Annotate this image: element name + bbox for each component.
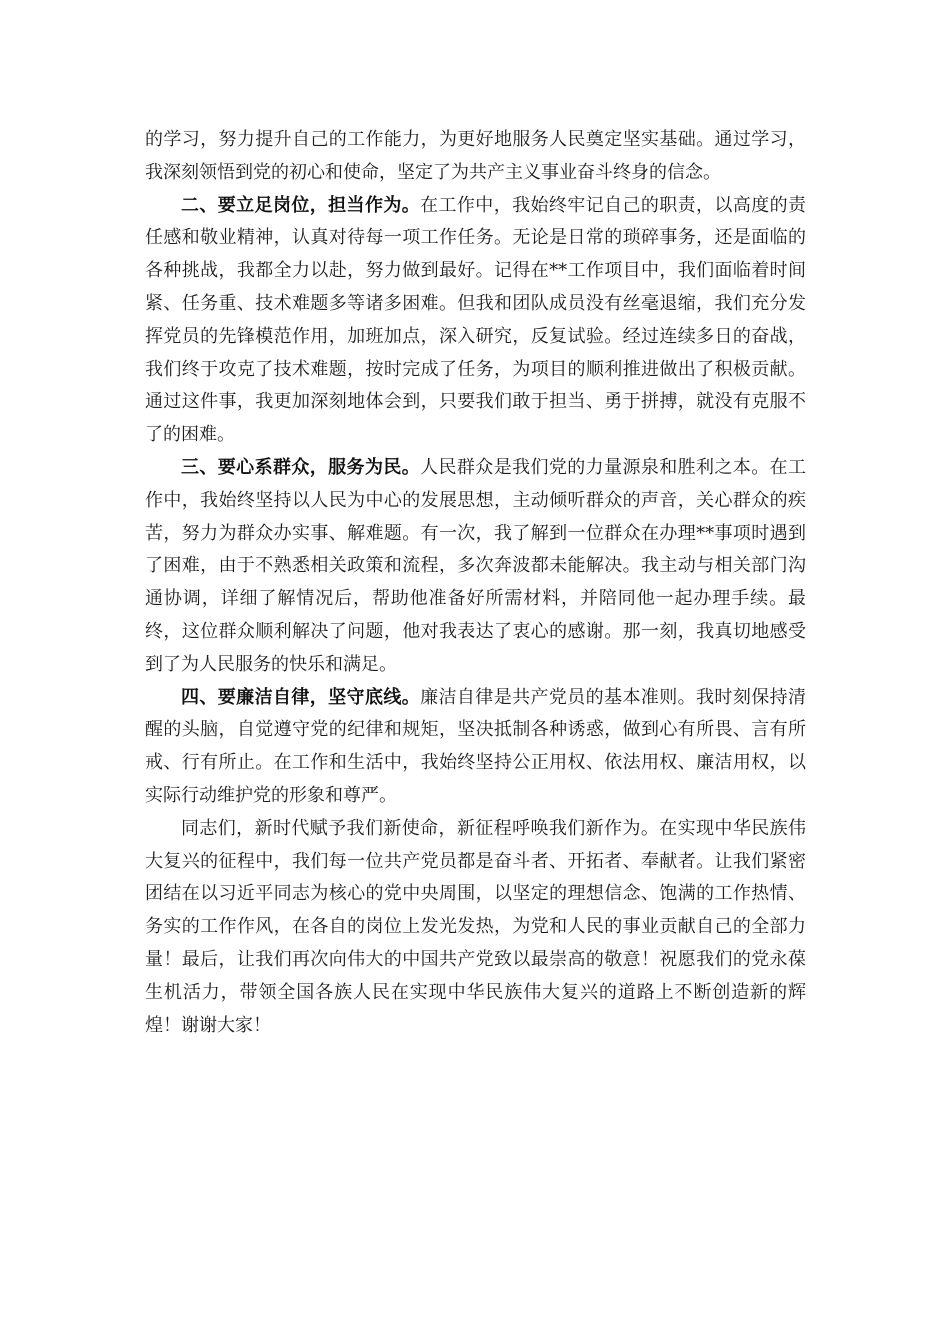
paragraph-text: 在工作中，我始终牢记自己的职责，以高度的责任感和敬业精神，认真对待每一项工作任务。无论是日常的琐碎事务，还是面临的各种挑战，我都全力以赴，努力做到最好。记得在**工作项目中，我们面临着时间紧、任务重、技术难题多等诸多困难。但我和团队成员没有丝毫退缩，我们充分发挥党员的先锋模范作用，加班加点，深入研究，反复试验。经过连续多日的奋战，我们终于攻克了技术难题，按时完成了任务，为项目的顺利推进做出了积极贡献。通过这件事，我更加深刻地体会到，只要我们敢于担当、勇于拼搏，就没有克服不了的困难。 xyxy=(145,194,807,446)
paragraph-section-4 xyxy=(145,682,806,813)
paragraph-text: 的学习，努力提升自己的工作能力，为更好地服务人民奠定坚实基础。通过学习，我深刻领悟到党的初心和使命，坚定了为共产主义事业奋斗终身的信念。 xyxy=(145,129,806,183)
section-heading: 三、要心系群众，服务为民。 xyxy=(181,456,421,478)
paragraph-text: 人民群众是我们党的力量源泉和胜利之本。在工作中，我始终坚持以人民为中心的发展思想，主动倾听群众的声音，关心群众的疾苦，努力为群众办实事、解难题。有一次，我了解到一位群众在办理**事项时遇到了困难，由于不熟悉相关政策和流程，多次奔波都未能解决。我主动与相关部门沟通协调，详细了解情况后，帮助他准备好所需材料，并陪同他一起办理手续。最终，这位群众顺利解决了问题，他对我表达了衷心的感谢。那一刻，我真切地感受到了为人民服务的快乐和满足。 xyxy=(145,456,807,675)
paragraph-section-3 xyxy=(145,452,806,682)
paragraph-section-2 xyxy=(145,190,806,452)
paragraph-continuation xyxy=(145,124,806,190)
document-body xyxy=(145,124,806,1042)
paragraph-text: 廉洁自律是共产党员的基本准则。我时刻保持清醒的头脑，自觉遵守党的纪律和规矩，坚决抵制各种诱惑，做到心有所畏、言有所戒、行有所止。在工作和生活中，我始终坚持公正用权、依法用权、廉洁用权，以实际行动维护党的形象和尊严。 xyxy=(145,686,807,806)
paragraph-text: 同志们，新时代赋予我们新使命，新征程呼唤我们新作为。在实现中华民族伟大复兴的征程中，我们每一位共产党员都是奋斗者、开拓者、奉献者。让我们紧密团结在以习近平同志为核心的党中央周围，以坚定的理想信念、饱满的工作热情、务实的工作作风，在各自的岗位上发光发热，为党和人民的事业贡献自己的全部力量！最后，让我们再次向伟大的中国共产党致以最崇高的敬意！祝愿我们的党永葆生机活力，带领全国各族人民在实现中华民族伟大复兴的道路上不断创造新的辉煌！谢谢大家！ xyxy=(145,817,806,1036)
section-heading: 四、要廉洁自律，坚守底线。 xyxy=(181,686,421,708)
section-heading: 二、要立足岗位，担当作为。 xyxy=(181,194,421,216)
paragraph-closing xyxy=(145,813,806,1043)
